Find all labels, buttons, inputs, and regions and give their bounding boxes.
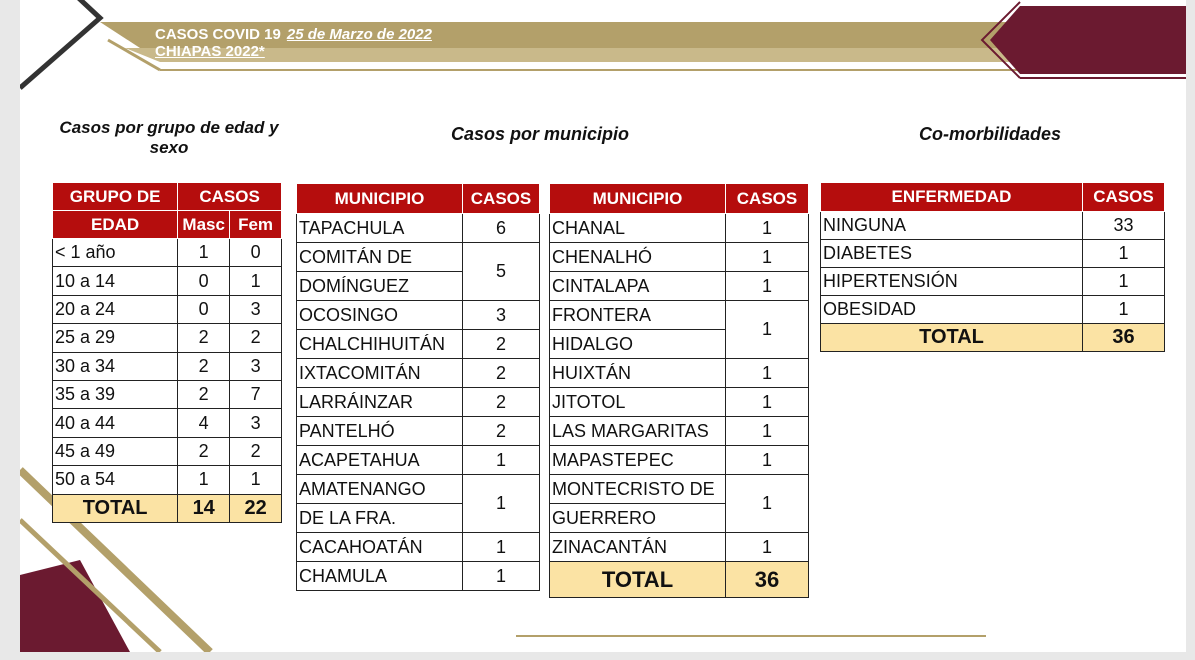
enfermedad-cell: NINGUNA xyxy=(821,212,1083,240)
header-municipio: MUNICIPIO xyxy=(297,184,463,214)
fem-cell: 3 xyxy=(230,409,282,437)
total-label: TOTAL xyxy=(53,494,178,522)
fem-cell: 2 xyxy=(230,324,282,352)
table-row-total xyxy=(53,494,282,522)
header-title: CASOS COVID 19 25 de Marzo de 2022 CHIAPAS 2022* xyxy=(155,26,432,60)
age-group-cell: 50 a 54 xyxy=(53,466,178,494)
casos-cell: 1 xyxy=(726,359,809,388)
casos-cell: 2 xyxy=(463,330,540,359)
masc-cell: 2 xyxy=(178,437,230,465)
age-group-cell: 10 a 14 xyxy=(53,267,178,295)
table-row xyxy=(53,239,282,267)
age-group-cell: 45 a 49 xyxy=(53,437,178,465)
masc-cell: 0 xyxy=(178,267,230,295)
section-title-comorbilidades: Co-morbilidades xyxy=(918,124,1061,144)
municipio-cell: CHENALHÓ xyxy=(550,243,726,272)
table-row xyxy=(821,240,1165,268)
table-row-total xyxy=(821,324,1165,352)
municipio-cell-line1: AMATENANGO xyxy=(297,475,463,504)
total-label: TOTAL xyxy=(821,324,1083,352)
enfermedad-cell: HIPERTENSIÓN xyxy=(821,268,1083,296)
section-title-municipio: Casos por municipio xyxy=(450,124,630,144)
table-row xyxy=(297,214,540,243)
municipio-cell-line2: DE LA FRA. xyxy=(297,504,463,533)
municipio-cell: HUIXTÁN xyxy=(550,359,726,388)
age-group-cell: 20 a 24 xyxy=(53,295,178,323)
table-row xyxy=(821,296,1165,324)
age-group-cell: < 1 año xyxy=(53,239,178,267)
table-row xyxy=(53,437,282,465)
municipio-cell: PANTELHÓ xyxy=(297,417,463,446)
municipio-cell-line2: DOMÍNGUEZ xyxy=(297,272,463,301)
table-row xyxy=(550,446,809,475)
casos-cell: 1 xyxy=(463,562,540,591)
table-row xyxy=(550,214,809,243)
municipio-cell-line2: HIDALGO xyxy=(550,330,726,359)
masc-cell: 0 xyxy=(178,295,230,323)
municipio-cell: MAPASTEPEC xyxy=(550,446,726,475)
masc-cell: 1 xyxy=(178,466,230,494)
municipio-cell: LAS MARGARITAS xyxy=(550,417,726,446)
fem-cell: 3 xyxy=(230,295,282,323)
header-subtitle: CHIAPAS 2022* xyxy=(155,43,265,60)
header-casos: CASOS xyxy=(1083,183,1165,212)
masc-cell: 2 xyxy=(178,352,230,380)
total-label: TOTAL xyxy=(550,562,726,598)
casos-cell: 6 xyxy=(463,214,540,243)
fem-cell: 3 xyxy=(230,352,282,380)
slide xyxy=(20,0,1186,652)
casos-cell: 1 xyxy=(726,214,809,243)
header-masc: Masc xyxy=(178,211,230,239)
fem-cell: 0 xyxy=(230,239,282,267)
masc-cell: 1 xyxy=(178,239,230,267)
casos-cell: 1 xyxy=(726,388,809,417)
table-row xyxy=(53,324,282,352)
municipio-cell-line1: COMITÁN DE xyxy=(297,243,463,272)
age-group-cell: 40 a 44 xyxy=(53,409,178,437)
casos-cell: 1 xyxy=(463,533,540,562)
table-row xyxy=(53,352,282,380)
table-row xyxy=(297,475,540,504)
municipio-cell: CACAHOATÁN xyxy=(297,533,463,562)
table-row xyxy=(297,330,540,359)
header-grupo: GRUPO DE xyxy=(53,183,178,211)
masc-cell: 2 xyxy=(178,380,230,408)
municipio-cell-line2: GUERRERO xyxy=(550,504,726,533)
table-row xyxy=(550,272,809,301)
casos-cell: 1 xyxy=(726,272,809,301)
masc-cell: 4 xyxy=(178,409,230,437)
fem-cell: 2 xyxy=(230,437,282,465)
fem-cell: 7 xyxy=(230,380,282,408)
table-row xyxy=(550,359,809,388)
age-group-cell: 30 a 34 xyxy=(53,352,178,380)
table-row xyxy=(297,388,540,417)
casos-cell: 1 xyxy=(726,301,809,359)
municipio-cell: JITOTOL xyxy=(550,388,726,417)
header-date: 25 de Marzo de 2022 xyxy=(286,26,432,43)
municipio-cell-line1: FRONTERA xyxy=(550,301,726,330)
fem-cell: 1 xyxy=(230,267,282,295)
table-row xyxy=(297,446,540,475)
municipio-cell: LARRÁINZAR xyxy=(297,388,463,417)
table-row xyxy=(550,301,809,330)
casos-cell: 1 xyxy=(726,475,809,533)
municipio-cell: ZINACANTÁN xyxy=(550,533,726,562)
age-table xyxy=(52,182,282,523)
enfermedad-cell: DIABETES xyxy=(821,240,1083,268)
municipio-cell: CHALCHIHUITÁN xyxy=(297,330,463,359)
header-municipio: MUNICIPIO xyxy=(550,184,726,214)
table-row xyxy=(550,533,809,562)
table-row xyxy=(53,380,282,408)
casos-cell: 2 xyxy=(463,417,540,446)
enfermedad-cell: OBESIDAD xyxy=(821,296,1083,324)
casos-cell: 1 xyxy=(726,243,809,272)
municipio-table-2 xyxy=(549,183,809,598)
casos-cell: 33 xyxy=(1083,212,1165,240)
table-row xyxy=(53,409,282,437)
municipio-cell: TAPACHULA xyxy=(297,214,463,243)
header-enfermedad: ENFERMEDAD xyxy=(821,183,1083,212)
header-casos: CASOS xyxy=(726,184,809,214)
municipio-cell: IXTACOMITÁN xyxy=(297,359,463,388)
total-fem: 22 xyxy=(230,494,282,522)
municipio-table-1 xyxy=(296,183,540,591)
total-masc: 14 xyxy=(178,494,230,522)
casos-cell: 3 xyxy=(463,301,540,330)
municipio-cell: OCOSINGO xyxy=(297,301,463,330)
table-row xyxy=(550,417,809,446)
table-row xyxy=(297,301,540,330)
table-row xyxy=(550,388,809,417)
municipio-cell-line1: MONTECRISTO DE xyxy=(550,475,726,504)
table-row xyxy=(297,417,540,446)
masc-cell: 2 xyxy=(178,324,230,352)
casos-cell: 1 xyxy=(463,446,540,475)
total-value: 36 xyxy=(1083,324,1165,352)
casos-cell: 2 xyxy=(463,388,540,417)
municipio-cell: CHANAL xyxy=(550,214,726,243)
section-title-age: Casos por grupo de edad y sexo xyxy=(59,118,279,157)
header-edad: EDAD xyxy=(53,211,178,239)
table-row-total xyxy=(550,562,809,598)
header-casos: CASOS xyxy=(463,184,540,214)
casos-cell: 2 xyxy=(463,359,540,388)
table-row xyxy=(821,212,1165,240)
table-row xyxy=(53,267,282,295)
casos-cell: 1 xyxy=(726,446,809,475)
casos-cell: 1 xyxy=(1083,296,1165,324)
table-row xyxy=(297,533,540,562)
age-group-cell: 35 a 39 xyxy=(53,380,178,408)
casos-cell: 1 xyxy=(1083,240,1165,268)
casos-cell: 1 xyxy=(1083,268,1165,296)
table-row xyxy=(53,295,282,323)
table-row xyxy=(550,243,809,272)
table-row xyxy=(53,466,282,494)
age-group-cell: 25 a 29 xyxy=(53,324,178,352)
table-row xyxy=(297,562,540,591)
fem-cell: 1 xyxy=(230,466,282,494)
casos-cell: 1 xyxy=(463,475,540,533)
header-casos: CASOS xyxy=(178,183,282,211)
casos-cell: 1 xyxy=(726,533,809,562)
municipio-cell: ACAPETAHUA xyxy=(297,446,463,475)
table-row xyxy=(297,359,540,388)
casos-cell: 5 xyxy=(463,243,540,301)
municipio-cell: CINTALAPA xyxy=(550,272,726,301)
table-row xyxy=(550,475,809,504)
header-fem: Fem xyxy=(230,211,282,239)
comorbilidades-table xyxy=(820,182,1165,352)
casos-cell: 1 xyxy=(726,417,809,446)
total-value: 36 xyxy=(726,562,809,598)
table-row xyxy=(297,243,540,272)
municipio-cell: CHAMULA xyxy=(297,562,463,591)
table-row xyxy=(821,268,1165,296)
